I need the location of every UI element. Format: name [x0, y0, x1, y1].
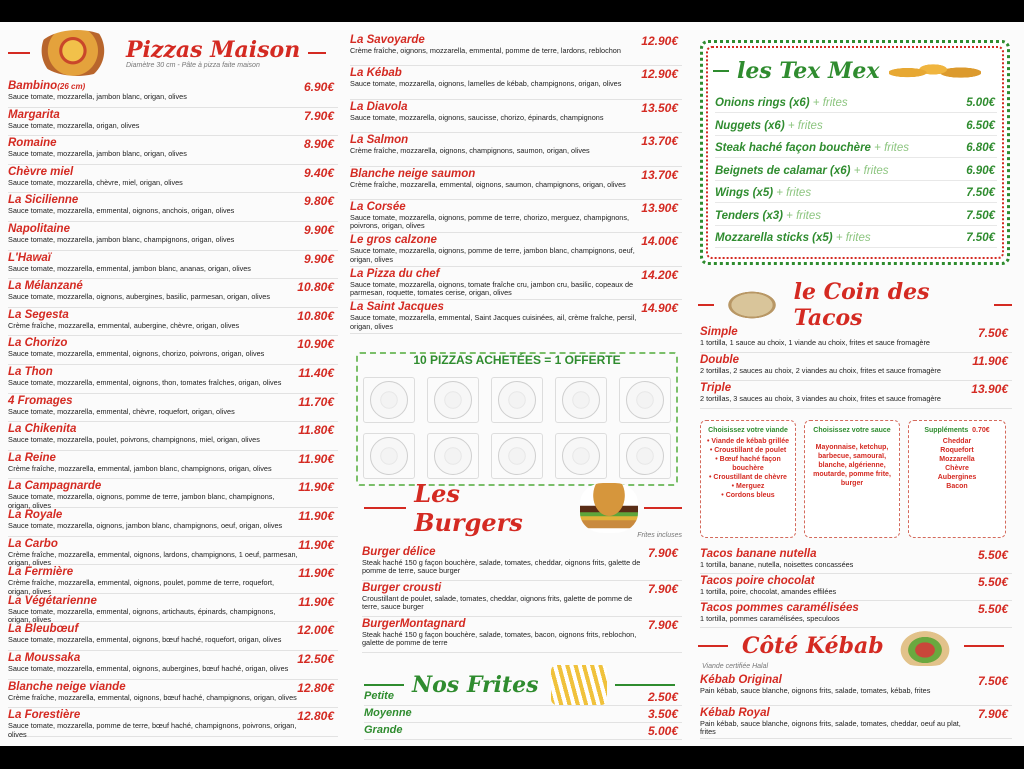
- item-name-text: La Sicilienne: [8, 194, 79, 207]
- viande-choice-box: [700, 420, 796, 538]
- texmex-name: Onions rings (x6): [715, 97, 810, 109]
- texmex-name: Steak haché façon bouchère: [715, 142, 871, 154]
- texmex-name: Mozzarella sticks (x5): [715, 232, 833, 244]
- tacos-header: [698, 279, 1012, 331]
- item-name-text: Le gros calzone: [350, 234, 437, 247]
- item-description: Crème fraîche, mozzarella, emmental, oignons, poulet, pomme de terre, roquefort, origan, olives: [8, 578, 275, 596]
- texmex-item: [715, 120, 997, 136]
- texmex-price: 7.50€: [966, 209, 995, 222]
- texmex-extra: + frites: [786, 209, 822, 222]
- texmex-price: 6.90€: [966, 164, 995, 177]
- pizza-column: [8, 22, 338, 746]
- item-name-text: La Végétarienne: [8, 594, 97, 607]
- menu-item: [8, 109, 338, 137]
- texmex-extra: + frites: [776, 187, 812, 199]
- item-name: [8, 395, 338, 408]
- item-description: Sauce tomate, mozzarella, origan, olives: [8, 120, 140, 130]
- item-price: 14.90€: [641, 301, 678, 316]
- supplement-option: Bacon: [946, 483, 968, 490]
- item-price: 7.90€: [303, 108, 334, 123]
- pizza-stamp-icon: [498, 381, 536, 419]
- texmex-name: Tenders (x3): [715, 209, 783, 222]
- sauce-list: Mayonnaise, ketchup, barbecue, samouraï, blanche, algérienne, moutarde, pomme frite, burger: [813, 444, 891, 487]
- item-name: [8, 166, 338, 179]
- menu-item: [362, 582, 682, 617]
- item-name-text: La Chorizo: [8, 337, 68, 350]
- item-name-text: Burger délice: [362, 546, 436, 558]
- item-name: [8, 452, 338, 465]
- item-description: Croustillant de poulet, salade, tomates, cheddar, oignons frits, galette de pomme de terre, sauce burger: [362, 594, 633, 612]
- pizza-stamp-icon: [370, 381, 408, 419]
- loyalty-stamp-slot: [427, 433, 479, 479]
- item-name-text: Romaine: [8, 137, 57, 150]
- menu-item: [700, 575, 1012, 601]
- texmex-name: Wings (x5): [715, 187, 774, 199]
- menu-item: [350, 201, 682, 233]
- frites-price: 5.00€: [647, 724, 678, 738]
- item-description: Sauce tomate, mozzarella, jambon blanc, champignons, origan, olives: [8, 235, 235, 244]
- item-name-text: La Forestière: [8, 709, 81, 722]
- item-name-text: La Mélanzané: [8, 280, 83, 293]
- item-name-text: La Chikenita: [8, 423, 77, 436]
- item-name-text: La Kébab: [350, 67, 402, 80]
- item-name-text: Simple: [700, 326, 738, 338]
- item-name-text: La Carbo: [8, 537, 58, 550]
- supplement-option: Chèvre: [945, 465, 969, 472]
- menu-item: [350, 168, 682, 200]
- item-price: 5.50€: [977, 602, 1008, 616]
- supplements-title: Suppléments: [924, 427, 969, 434]
- menu-item: [8, 423, 338, 451]
- item-description: Sauce tomate, mozzarella, emmental, oignons, thon, tomates fraîches, origan, olives: [8, 378, 282, 387]
- frites-item: [364, 724, 682, 740]
- frites-size: Moyenne: [364, 707, 412, 719]
- menu-sheet: [0, 22, 1024, 746]
- middle-column: [350, 22, 682, 746]
- item-name: [8, 595, 338, 608]
- menu-item: [8, 137, 338, 165]
- item-name-text: La Savoyarde: [350, 34, 425, 46]
- item-description: Sauce tomate, mozzarella, poulet, poivrons, champignons, miel, origan, olives: [8, 435, 260, 445]
- tacos-image: [720, 287, 783, 323]
- menu-item: [350, 34, 682, 66]
- item-price: 11.90€: [298, 594, 334, 609]
- item-price: 12.80€: [297, 680, 334, 695]
- item-price: 7.50€: [977, 674, 1008, 688]
- item-price: 11.80€: [298, 423, 334, 438]
- texmex-item: [715, 97, 997, 113]
- item-name-text: Triple: [700, 382, 732, 394]
- item-description: Sauce tomate, mozzarella, pomme de terre, bœuf haché, champignons, poivrons, origan, olives: [8, 721, 297, 739]
- item-price: 13.70€: [641, 167, 678, 182]
- frites-title: Nos Frites: [412, 672, 539, 698]
- item-name-text: La Bleubœuf: [8, 623, 79, 636]
- item-description: 1 tortilla, banane, nutella, noisettes concassées: [700, 560, 854, 569]
- menu-item: [8, 538, 338, 566]
- item-description: Crème fraîche, mozzarella, emmental, oignons, lardons, champignons, 1 oeuf, parmesan, origan, olives: [8, 549, 298, 567]
- menu-item: [700, 326, 1012, 353]
- menu-item: [8, 623, 338, 651]
- item-description: Crème fraîche, oignons, mozzarella, emmental, pomme de terre, lardons, reblochon: [350, 46, 621, 55]
- item-name-text: Margarita: [8, 108, 60, 121]
- frites-price: 3.50€: [647, 707, 678, 721]
- menu-item: [350, 101, 682, 133]
- item-description: Sauce tomate, mozzarella, oignons, saucisse, chorizo, épinards, champignons: [350, 112, 604, 122]
- item-name: [8, 309, 338, 322]
- texmex-extra: + frites: [787, 119, 823, 132]
- item-price: 13.90€: [971, 382, 1008, 396]
- item-name-text: La Saint Jacques: [350, 301, 444, 314]
- texmex-item: [715, 142, 997, 158]
- loyalty-stamp-slot: [491, 377, 543, 423]
- pizzas-header: [8, 28, 338, 78]
- item-name: [8, 252, 338, 265]
- item-name: [8, 109, 338, 122]
- item-name-text: La Corsée: [350, 201, 406, 213]
- menu-item: [350, 301, 682, 333]
- frites-price: 2.50€: [647, 690, 678, 704]
- texmex-extra: + frites: [812, 97, 848, 109]
- item-name-text: La Moussaka: [8, 652, 81, 664]
- item-description: Sauce tomate, mozzarella, emmental, Saint Jacques cuisinées, ail, crème fraîche, persil, origan, olives: [350, 313, 637, 331]
- texmex-price: 7.50€: [966, 187, 995, 199]
- burgers-title: Les Burgers: [414, 479, 523, 537]
- item-description: Sauce tomate, mozzarella, oignons, pomme de terre, chorizo, merguez, champignons, poivrons, origan, olives: [350, 213, 630, 231]
- pizza-stamp-icon: [434, 381, 472, 419]
- menu-item: [8, 252, 338, 280]
- item-price: 11.90€: [298, 537, 334, 552]
- menu-item: [350, 268, 682, 300]
- item-price: 7.90€: [977, 707, 1008, 721]
- item-name: [8, 538, 338, 551]
- item-name-text: 4 Fromages: [8, 394, 73, 407]
- texmex-price: 6.80€: [966, 142, 995, 154]
- item-name-text: La Fermière: [8, 566, 74, 579]
- item-name-text: La Segesta: [8, 308, 69, 321]
- viande-option: • Viande de kébab grillée: [706, 438, 790, 445]
- menu-item: [8, 395, 338, 423]
- item-description: Steak haché 150 g façon bouchère, salade, tomates, cheddar, oignons frits, galette de pomme de terre, sauce burger: [362, 558, 641, 576]
- viande-option: • Croustillant de poulet: [709, 447, 787, 454]
- item-name-text: La Reine: [8, 451, 56, 464]
- item-price: 7.90€: [647, 582, 678, 596]
- item-name-text: Kébab Original: [700, 674, 782, 686]
- pizzas-subtitle: Diamètre 30 cm - Pâte à pizza faite maison: [126, 61, 260, 69]
- loyalty-stamp-slot: [619, 433, 671, 479]
- item-description: Sauce tomate, mozzarella, emmental, chèvre, roquefort, origan, olives: [8, 406, 235, 416]
- item-name-text: La Pizza du chef: [350, 267, 440, 280]
- loyalty-stamp-slot: [363, 433, 415, 479]
- sauce-choice-title: Choisissez votre sauce: [813, 427, 891, 434]
- pizza-stamp-icon: [498, 437, 536, 475]
- texmex-item: [715, 165, 997, 181]
- item-description: Sauce tomate, mozzarella, emmental, oignons, chorizo, poivrons, origan, olives: [8, 349, 265, 359]
- menu-item: [8, 366, 338, 394]
- texmex-item: [715, 210, 997, 226]
- loyalty-title: 10 PIZZAS ACHETÉES = 1 OFFERTE: [413, 353, 621, 367]
- item-name-text: Tacos banane nutella: [700, 548, 817, 560]
- item-description: 1 tortilla, poire, chocolat, amandes effilées: [700, 587, 837, 596]
- item-description: Sauce tomate, mozzarella, oignons, pomme de terre, jambon blanc, champignons, oeuf, origan, olives: [350, 246, 635, 264]
- item-name-text: L'Hawaï: [8, 251, 51, 264]
- texmex-name: Nuggets (x6): [715, 119, 785, 132]
- menu-item: [362, 546, 682, 581]
- item-price: 10.80€: [297, 280, 334, 295]
- item-name: [350, 101, 682, 114]
- kebab-note: Viande certifiée Halal: [702, 663, 769, 670]
- frites-size: Grande: [364, 724, 403, 736]
- item-price: 5.50€: [977, 575, 1008, 589]
- texmex-price: 7.50€: [966, 232, 995, 244]
- item-name-text: La Diavola: [350, 100, 408, 113]
- item-size-note: (26 cm): [57, 82, 86, 91]
- menu-item: [700, 382, 1012, 409]
- item-price: 10.90€: [297, 337, 334, 352]
- sauce-choice-box: [804, 420, 900, 538]
- viande-list: [701, 437, 795, 500]
- menu-item: [8, 652, 338, 680]
- item-name-text: La Royale: [8, 509, 63, 521]
- menu-item: [8, 337, 338, 365]
- item-description: Sauce tomate, mozzarella, emmental, oignons, bœuf haché, roquefort, origan, olives: [8, 635, 282, 645]
- texmex-title: les Tex Mex: [737, 58, 880, 84]
- pizza-stamp-icon: [626, 381, 664, 419]
- item-name-text: Chèvre miel: [8, 165, 74, 178]
- loyalty-stamp-slot: [491, 433, 543, 479]
- item-price: 11.70€: [298, 394, 334, 409]
- supplements-list: [909, 437, 1005, 491]
- viande-option: • Croustillant de chèvre: [709, 474, 787, 481]
- item-price: 14.20€: [641, 267, 678, 282]
- item-price: 9.80€: [303, 194, 334, 209]
- item-description: Pain kébab, sauce blanche, oignons frits, salade, tomates, kébab, frites: [700, 686, 931, 695]
- item-name: [350, 168, 682, 181]
- menu-item: [350, 134, 682, 166]
- pizzas-title: Pizzas Maison: [126, 36, 301, 63]
- item-price: 9.90€: [303, 223, 334, 237]
- loyalty-stamp-slot: [555, 433, 607, 479]
- item-price: 7.50€: [977, 326, 1008, 340]
- item-price: 5.50€: [977, 548, 1008, 562]
- item-description: Crème fraîche, mozzarella, emmental, jambon blanc, champignons, origan, olives: [8, 463, 272, 473]
- item-price: 12.50€: [297, 652, 334, 666]
- supplements-box: [908, 420, 1006, 538]
- item-name-text: La Thon: [8, 366, 53, 378]
- right-column: [698, 22, 1012, 746]
- texmex-item: [715, 232, 997, 248]
- item-name-text: La Campagnarde: [8, 480, 102, 493]
- item-price: 12.00€: [297, 623, 334, 638]
- item-description: 2 tortillas, 2 sauces au choix, 2 viandes au choix, frites et sauce fromagère: [700, 366, 941, 375]
- item-description: Sauce tomate, mozzarella, chèvre, miel, origan, olives: [8, 177, 183, 187]
- item-description: Sauce tomate, mozzarella, oignons, tomate fraîche cru, jambon cru, basilic, copeaux de parmesan, roquette, tomates cerise, origan, olives: [350, 279, 634, 298]
- item-description: Crème fraîche, mozzarella, emmental, oignons, saumon, champignons, origan, olives: [350, 179, 626, 189]
- texmex-item: [715, 187, 997, 203]
- frites-item: [364, 690, 682, 706]
- item-price: 7.90€: [647, 546, 678, 560]
- viande-choice-title: Choisissez votre viande: [708, 427, 788, 434]
- menu-item: [8, 709, 338, 737]
- item-name-text: Bambino: [8, 80, 58, 92]
- item-name-text: Burger crousti: [362, 582, 442, 594]
- loyalty-card: [356, 352, 678, 486]
- menu-item: [700, 674, 1012, 706]
- item-description: Pain kébab, sauce blanche, oignons frits, salade, tomates, cheddar, oeuf au plat, frites: [700, 719, 961, 737]
- item-price: 12.90€: [641, 67, 678, 82]
- menu-item: [8, 223, 338, 251]
- item-name-text: Tacos poire chocolat: [700, 575, 815, 587]
- menu-item: [8, 681, 338, 709]
- item-price: 8.90€: [303, 137, 334, 152]
- item-price: 11.40€: [298, 366, 334, 380]
- item-description: Sauce tomate, mozzarella, oignons, jambon blanc, champignons, oeuf, origan, olives: [8, 521, 283, 530]
- supplements-price: 0.70€: [972, 427, 990, 434]
- menu-item: [8, 166, 338, 194]
- menu-item: [8, 280, 338, 308]
- item-price: 13.50€: [641, 100, 678, 115]
- menu-item: [350, 67, 682, 99]
- item-price: 7.90€: [647, 618, 678, 632]
- pizza-stamp-icon: [434, 437, 472, 475]
- loyalty-stamp-slot: [363, 377, 415, 423]
- item-description: Sauce tomate, mozzarella, jambon blanc, origan, olives: [8, 92, 187, 101]
- item-description: 2 tortillas, 3 sauces au choix, 3 viandes au choix, frites et sauce fromagère: [700, 394, 941, 403]
- item-description: Sauce tomate, mozzarella, emmental, oignons, anchois, origan, olives: [8, 206, 235, 216]
- menu-item: [350, 234, 682, 266]
- burger-image: [580, 483, 638, 533]
- item-description: Sauce tomate, mozzarella, oignons, pomme de terre, jambon blanc, champignons, origan, olives: [8, 492, 275, 510]
- item-price: 9.90€: [303, 251, 334, 266]
- item-price: 11.90€: [298, 566, 334, 581]
- item-description: Sauce tomate, mozzarella, emmental, jambon blanc, ananas, origan, olives: [8, 263, 251, 273]
- item-description: Sauce tomate, mozzarella, jambon blanc, origan, olives: [8, 149, 187, 159]
- item-description: Sauce tomate, mozzarella, oignons, lamelles de kébab, champignons, origan, olives: [350, 79, 622, 89]
- menu-item: [700, 548, 1012, 574]
- item-name: [8, 681, 338, 694]
- item-price: 6.90€: [303, 80, 334, 94]
- item-price: 9.40€: [303, 165, 334, 180]
- kebab-title: Côté Kébab: [742, 633, 884, 659]
- item-price: 10.80€: [297, 308, 334, 323]
- loyalty-stamp-slot: [555, 377, 607, 423]
- viande-option: • Cordons bleus: [721, 492, 775, 499]
- frites-size: Petite: [364, 690, 394, 702]
- texmex-box: [700, 40, 1010, 265]
- loyalty-stamp-slot: [619, 377, 671, 423]
- pizza-stamp-icon: [562, 437, 600, 475]
- menu-item: [8, 452, 338, 480]
- burgers-note: Frites incluses: [637, 532, 682, 539]
- menu-item: [8, 309, 338, 337]
- item-price: 14.00€: [641, 234, 678, 249]
- texmex-price: 5.00€: [966, 97, 995, 109]
- pizza-stamp-icon: [370, 437, 408, 475]
- item-name-text: Blanche neige saumon: [350, 167, 476, 180]
- item-name: [350, 268, 682, 281]
- tacos-title: le Coin des Tacos: [793, 279, 930, 331]
- menu-item: [8, 509, 338, 537]
- supplement-option: Aubergines: [937, 474, 977, 481]
- item-description: Sauce tomate, mozzarella, emmental, oignons, aubergines, bœuf haché, origan, olives: [8, 664, 289, 673]
- viande-option: • Merguez: [731, 483, 765, 490]
- item-name-text: La Salmon: [350, 134, 409, 147]
- menu-item: [8, 480, 338, 508]
- texmex-extra: + frites: [853, 164, 889, 177]
- texmex-price: 6.50€: [966, 119, 995, 132]
- item-name-text: Kébab Royal: [700, 707, 770, 719]
- item-description: Steak haché 150 g façon bouchère, salade, tomates, bacon, oignons frits, reblochon, galette de pomme de terre: [362, 630, 637, 648]
- texmex-extra: + frites: [874, 142, 909, 154]
- item-price: 13.90€: [641, 201, 678, 215]
- menu-item: [8, 194, 338, 222]
- item-description: 1 tortilla, pommes caramélisées, speculoos: [700, 614, 840, 623]
- loyalty-stamp-slot: [427, 377, 479, 423]
- item-description: 1 tortilla, 1 sauce au choix, 1 viande au choix, frites et sauce fromagère: [700, 338, 930, 347]
- item-price: 11.90€: [298, 451, 334, 466]
- supplement-option: Roquefort: [940, 447, 974, 454]
- pizza-image: [36, 30, 118, 76]
- supplement-option: Mozzarella: [939, 456, 975, 463]
- item-description: Crème fraîche, mozzarella, emmental, aubergine, chèvre, origan, olives: [8, 320, 240, 330]
- menu-item: [8, 566, 338, 594]
- item-price: 11.90€: [298, 480, 334, 495]
- menu-item: [700, 354, 1012, 381]
- nuggets-image: [889, 55, 981, 87]
- item-name-text: BurgerMontagnard: [362, 618, 466, 630]
- item-name-text: Blanche neige viande: [8, 680, 126, 693]
- kebab-image: [894, 626, 956, 666]
- item-description: Crème fraîche, mozzarella, emmental, oignons, bœuf haché, champignons, origan, olives: [8, 692, 297, 702]
- item-price: 12.90€: [641, 34, 678, 48]
- item-name-text: Napolitaine: [8, 223, 70, 235]
- menu-item: [362, 618, 682, 653]
- item-description: Sauce tomate, mozzarella, emmental, oignons, artichauts, épinards, champignons, origan, olives: [8, 606, 276, 625]
- texmex-extra: + frites: [835, 232, 871, 244]
- supplement-option: Cheddar: [942, 438, 972, 445]
- pizza-stamp-icon: [562, 381, 600, 419]
- item-price: 11.90€: [298, 509, 334, 523]
- loyalty-stamp-grid: [358, 377, 676, 479]
- texmex-name: Beignets de calamar (x6): [715, 164, 851, 177]
- item-description: Sauce tomate, mozzarella, oignons, aubergines, basilic, parmesan, origan, olives: [8, 292, 271, 302]
- item-price: 13.70€: [641, 134, 678, 149]
- texmex-header: [713, 53, 1003, 89]
- menu-item: [8, 595, 338, 623]
- menu-item: [8, 80, 338, 108]
- item-description: Crème fraîche, mozzarella, oignons, champignons, saumon, origan, olives: [350, 146, 590, 156]
- menu-item: [700, 707, 1012, 739]
- item-name-text: Double: [700, 354, 739, 366]
- item-name-text: Tacos pommes caramélisées: [700, 602, 859, 614]
- pizza-stamp-icon: [626, 437, 664, 475]
- viande-option: • Bœuf haché façon bouchère: [715, 456, 781, 472]
- item-price: 12.80€: [297, 709, 334, 724]
- item-price: 11.90€: [972, 354, 1008, 368]
- frites-item: [364, 707, 682, 723]
